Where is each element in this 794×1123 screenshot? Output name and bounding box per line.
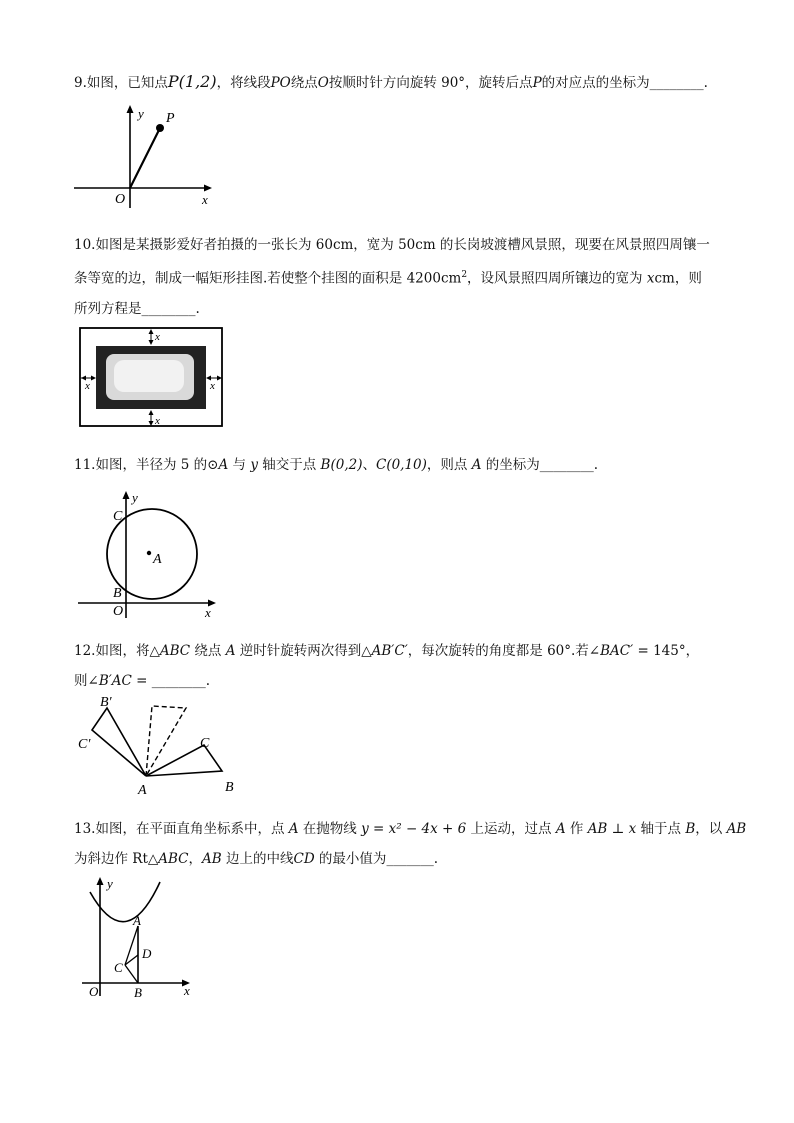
q12-line1-c: 逆时针旋转两次得到△ — [235, 643, 372, 659]
q12-end: . — [205, 673, 211, 689]
q13-ab-perp: AB ⊥ x — [587, 821, 637, 837]
q9-text-before: 如图，已知点 — [86, 75, 168, 91]
q13-segment-ac — [125, 926, 138, 965]
q11-text2: 与 — [228, 457, 251, 473]
q9-point-expr: P(1,2) — [167, 72, 217, 91]
q10-sup: 2 — [461, 270, 468, 280]
q9-answer-blank[interactable]: ________ — [649, 75, 704, 91]
q11-y-arrow — [123, 491, 130, 499]
q10-line2-c: cm，则 — [654, 270, 702, 287]
q12-label-c2: C′ — [78, 737, 91, 752]
q13-line2-d: 的最小值为 — [314, 851, 387, 867]
q9-point-p — [156, 124, 164, 132]
q12-abc2: AB′C′ — [371, 643, 408, 659]
q13-ab2: AB — [726, 821, 747, 837]
q9-segment: PO — [270, 75, 291, 91]
q9-end: . — [703, 75, 708, 91]
q9-text-after: 的对应点的坐标为 — [541, 75, 650, 91]
q13-a: A — [288, 821, 299, 837]
q10-label-bottom: x — [155, 415, 160, 427]
q10-label-top: x — [155, 331, 160, 343]
q12-triangle-abc — [146, 745, 222, 776]
q13-line2-c: 边上的中线 — [221, 851, 294, 867]
q12-line1-d: ，每次旋转的角度都是 60°.若∠ — [407, 643, 601, 659]
q12-abc: ABC — [159, 643, 191, 659]
q13-label-d: D — [142, 946, 152, 961]
q12-a: A — [225, 643, 236, 659]
q10-line3 — [74, 294, 734, 324]
q13-line1-f: ，以 — [695, 821, 727, 837]
q12-label-b: B — [225, 780, 234, 795]
q12-answer-blank[interactable]: ________ — [151, 673, 206, 689]
q11-point-b: B(0,2) — [320, 457, 363, 473]
q10-figure — [78, 326, 228, 432]
q13-line1-d: 作 — [565, 821, 588, 837]
q10-line1: 10.如图是某摄影爱好者拍摄的一张长为 60cm，宽为 50cm 的长岗坡渡槽风景照，现要在风景照四周镶一 — [74, 237, 710, 253]
q13-label-a: A — [133, 913, 141, 928]
q13-line1-b: 在抛物线 — [298, 821, 362, 837]
q11-sep: 、 — [362, 457, 376, 473]
q11-circle: A — [218, 457, 229, 473]
q13-abc: ABC — [158, 851, 189, 867]
q11-answer-blank[interactable]: ________ — [539, 457, 594, 473]
q9-text-mid: ，将线段 — [216, 75, 271, 91]
q11-label-b: B — [113, 586, 122, 601]
q11-end: . — [593, 457, 599, 473]
q9-number: 9. — [74, 75, 87, 91]
q13-y-arrow — [97, 877, 104, 885]
q13-cd: CD — [293, 851, 315, 867]
q12-label-c: C — [200, 736, 210, 751]
q11-label-y: y — [132, 490, 138, 505]
q9-label-x: x — [202, 192, 208, 207]
q11-text4: ，则点 — [426, 457, 472, 473]
q10-photo-highlight-inner — [114, 360, 184, 392]
q13-answer-blank[interactable]: _______ — [386, 851, 434, 867]
q13-line2 — [74, 844, 734, 874]
q12-triangle-ab2c2 — [92, 708, 146, 776]
q11-label-x: x — [205, 605, 211, 620]
q9-label-y: y — [138, 106, 144, 121]
q13-segment-bc — [125, 965, 138, 983]
q11-number: 11. — [74, 457, 96, 473]
q9-point: P — [532, 75, 542, 91]
q12-line2-a: 则∠ — [74, 673, 99, 689]
q12-line1-e: = 145°， — [633, 643, 700, 659]
q9-label-o: O — [115, 192, 126, 207]
q11-point-c: C(0,10) — [375, 457, 427, 473]
q11-text3: 轴交于点 — [257, 457, 321, 473]
q13-label-o: O — [89, 984, 99, 999]
q12-angle2: B′AC — [98, 673, 132, 689]
q13-label-b: B — [134, 985, 142, 1000]
q10-line2 — [74, 260, 734, 294]
q9-figure — [70, 100, 230, 215]
q13-label-y: y — [107, 876, 113, 891]
q11-point-a: A — [471, 457, 482, 473]
q9-x-arrow — [204, 185, 212, 192]
q10-var: x — [646, 270, 655, 287]
q13-line1 — [74, 814, 747, 844]
q13-line1-a: 13.如图，在平面直角坐标系中，点 — [74, 821, 289, 837]
q9-label-p: P — [166, 111, 175, 126]
q13-line2-a: 为斜边作 Rt△ — [74, 851, 159, 867]
question-11 — [74, 450, 598, 480]
q13-end: . — [433, 851, 438, 867]
q10-end: . — [195, 300, 200, 317]
q12-angle1: BAC′ — [600, 643, 634, 659]
q13-label-x: x — [184, 983, 190, 998]
q11-label-a: A — [153, 552, 162, 567]
q13-a2: A — [555, 821, 566, 837]
q13-b: B — [685, 821, 696, 837]
q11-axis: y — [250, 457, 258, 473]
q13-line2-b: ， — [188, 851, 203, 867]
question-10 — [74, 230, 734, 324]
q11-text5: 的坐标为 — [481, 457, 540, 473]
q9-text-mid2: 绕点 — [290, 75, 318, 91]
q10-label-left: x — [85, 380, 90, 392]
q10-line2-a: 条等宽的边，制成一幅矩形挂图.若使整个挂图的面积是 4200cm — [74, 270, 462, 287]
q12-figure — [74, 690, 254, 800]
q13-line1-c: 上运动，过点 — [466, 821, 556, 837]
q12-line1-a: 12.如图，将△ — [74, 643, 160, 659]
q9-segment-po — [130, 128, 160, 188]
q10-label-right: x — [210, 380, 215, 392]
q12-line1-b: 绕点 — [190, 643, 226, 659]
q12-label-b2: B′ — [100, 695, 112, 710]
q12-label-a: A — [138, 783, 147, 798]
question-9 — [74, 67, 708, 98]
q9-text-mid3: 按顺时针方向旋转 90°，旋转后点 — [328, 75, 533, 91]
q13-ab3: AB — [202, 851, 222, 867]
q10-line2-b: ，设风景照四周所镶边的宽为 — [467, 270, 647, 287]
q13-line1-e: 轴于点 — [636, 821, 686, 837]
q9-center: O — [317, 75, 329, 91]
q11-label-o: O — [113, 604, 124, 619]
q13-label-c: C — [114, 960, 123, 975]
q10-answer-blank[interactable]: ________ — [141, 300, 196, 317]
q11-text: 如图，半径为 5 的⊙ — [95, 457, 219, 473]
q11-label-c: C — [113, 509, 123, 524]
q10-line3-text: 所列方程是 — [74, 300, 142, 317]
q11-figure — [74, 486, 234, 620]
q11-center-a — [147, 551, 151, 555]
q12-line1 — [74, 636, 734, 666]
q13-equation: y = x² − 4x + 6 — [361, 821, 467, 837]
q13-figure — [78, 872, 208, 1000]
question-13 — [74, 814, 747, 874]
q12-line2-b: = — [131, 673, 152, 689]
question-12 — [74, 636, 734, 696]
q9-y-arrow — [127, 105, 134, 113]
